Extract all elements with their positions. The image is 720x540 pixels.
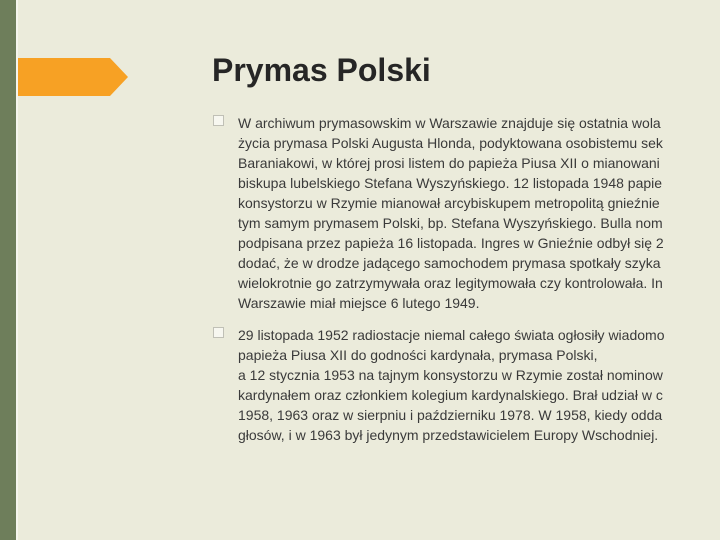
bullet-text <box>238 325 720 445</box>
bullet-line: Baraniakowi, w której prosi listem do papieża Piusa XII o mianowani <box>238 155 660 171</box>
bullet-line: 29 listopada 1952 radiostacje niemal całego świata ogłosiły wiadomo <box>238 327 665 343</box>
bullet-item <box>213 325 720 445</box>
bullet-line: a 12 stycznia 1953 na tajnym konsystorzu w Rzymie został nominow <box>238 367 663 383</box>
bullet-line: 1958, 1963 oraz w sierpniu i październiku 1978. W 1958, kiedy odda <box>238 407 663 423</box>
bullet-line: głosów, i w 1963 był jedynym przedstawicielem Europy Wschodniej. <box>238 427 659 443</box>
bullet-item <box>213 113 720 313</box>
bullet-line: Warszawie miał miejsce 6 lutego 1949. <box>238 295 480 311</box>
bullet-line: wielokrotnie go zatrzymywała oraz legitymowała czy kontrolowała. In <box>238 275 663 291</box>
square-bullet-icon <box>213 327 224 338</box>
bullet-line: podpisana przez papieża 16 listopada. Ingres w Gnieźnie odbył się 2 <box>238 235 664 251</box>
square-bullet-icon <box>213 115 224 126</box>
bullet-line: tym samym prymasem Polski, bp. Stefana Wyszyńskiego. Bulla nom <box>238 215 663 231</box>
slide-body <box>213 113 720 540</box>
bullet-line: konsystorzu w Rzymie mianował arcybiskupem metropolitą gnieźnie <box>238 195 660 211</box>
slide-title: Prymas Polski <box>212 52 431 88</box>
bullet-line: dodać, że w drodze jadącego samochodem prymasa spotkały szyka <box>238 255 661 271</box>
sidebar-stripe <box>0 0 16 540</box>
bullet-line: kardynałem oraz członkiem kolegium kardynalskiego. Brał udział w c <box>238 387 663 403</box>
bullet-line: biskupa lubelskiego Stefana Wyszyńskiego. 12 listopada 1948 papie <box>238 175 663 191</box>
bullet-line: papieża Piusa XII do godności kardynała, prymasa Polski, <box>238 347 598 363</box>
bullet-text <box>238 113 720 313</box>
bullet-line: życia prymasa Polski Augusta Hlonda, podyktowana osobistemu sek <box>238 135 663 151</box>
orange-arrow-accent <box>18 58 128 96</box>
bullet-line: W archiwum prymasowskim w Warszawie znajduje się ostatnia wola <box>238 115 661 131</box>
